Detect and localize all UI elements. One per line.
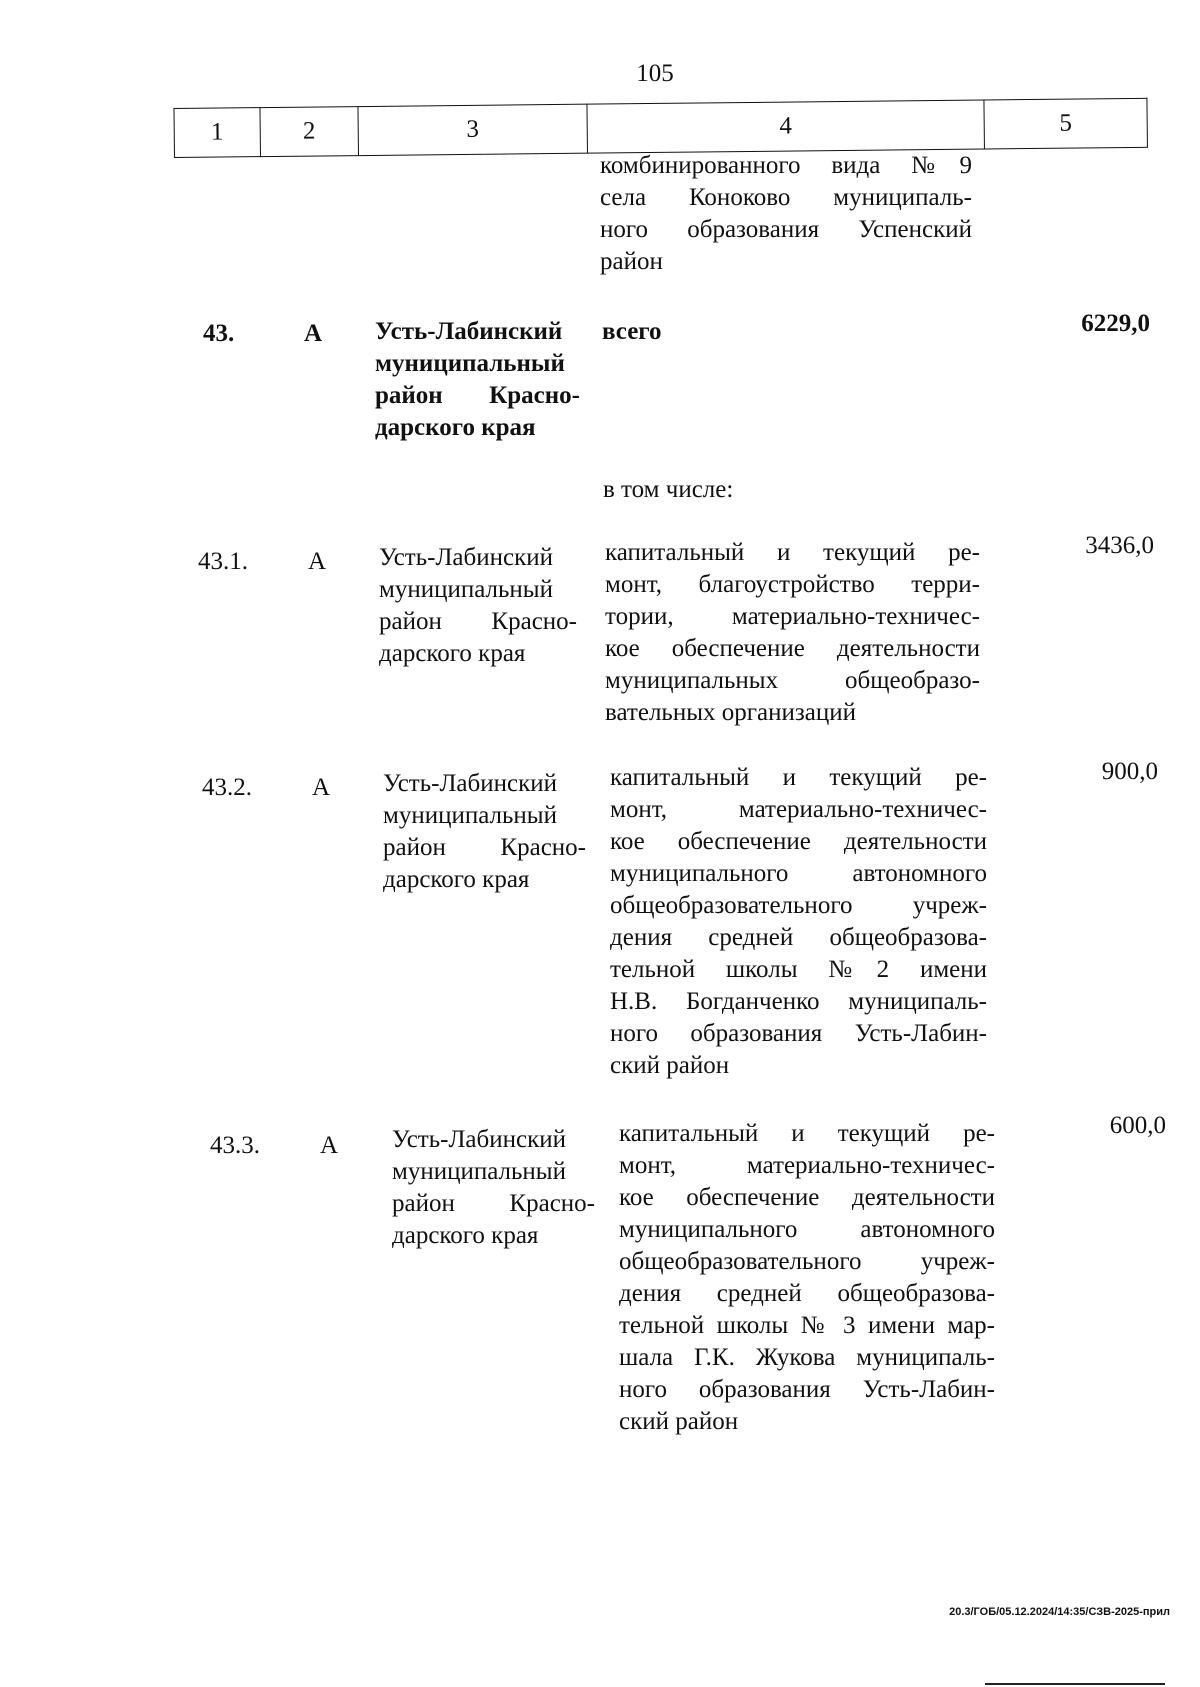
recipient-line: муниципальный (383, 802, 557, 829)
row-43-3-category: А (320, 1132, 339, 1159)
continuation-line: села Коноково муниципаль- (600, 184, 972, 211)
row-43-2-purpose (610, 762, 987, 1082)
header-col-5: 5 (984, 98, 1148, 149)
continuation-line: район (600, 248, 663, 275)
header-col-2: 2 (260, 107, 359, 157)
purpose-line: кое обеспечение деятельности (605, 635, 980, 662)
row-43-recipient (375, 316, 580, 444)
purpose-line: монт, материально-техничес- (610, 796, 987, 823)
continuation-line: ного образования Успенский (600, 216, 972, 243)
purpose-line: капитальный и текущий ре- (610, 764, 987, 791)
row-43-1-amount: 3436,0 (1085, 532, 1154, 559)
header-col-3: 3 (358, 104, 588, 155)
purpose-line: кое обеспечение деятельности (610, 828, 987, 855)
recipient-line: дарского края (383, 866, 530, 893)
purpose-line: капитальный и текущий ре- (605, 539, 980, 566)
purpose-line: кое обеспечение деятельности (619, 1184, 995, 1211)
purpose-line: муниципального автономного (610, 860, 987, 887)
continuation-line: комбинированного вида №9 (600, 152, 972, 179)
recipient-line: муниципальный (392, 1158, 566, 1185)
recipient-line: дарского края (379, 640, 526, 667)
purpose-line: муниципального автономного (619, 1216, 995, 1243)
row-43-2-recipient (383, 768, 586, 896)
scan-edge-line (985, 1683, 1165, 1685)
purpose-line: Н.В. Богданченко муниципаль- (610, 988, 987, 1015)
row-43-purpose: всего (602, 318, 662, 345)
recipient-line: Усть-Лабинский (383, 770, 557, 797)
purpose-line: ский район (610, 1052, 730, 1079)
row-43-3-amount: 600,0 (1109, 1112, 1166, 1139)
document-code: 20.3/ГОБ/05.12.2024/14:35/СЗВ-2025-прил (949, 1606, 1170, 1618)
subheading-including: в том числе: (603, 476, 734, 503)
purpose-line: вательных организаций (605, 699, 856, 726)
recipient-line: дарского края (392, 1222, 539, 1249)
recipient-line: район Красно- (375, 382, 580, 409)
row-43-category: А (304, 320, 323, 347)
continuation-text (600, 150, 972, 278)
row-43-1-category: А (308, 548, 327, 575)
row-43-1-recipient (379, 542, 577, 670)
row-43-2-number: 43.2. (202, 774, 252, 801)
purpose-line: ного образования Усть-Лабин- (610, 1020, 987, 1047)
header-col-4: 4 (587, 100, 984, 153)
recipient-line: Усть-Лабинский (375, 318, 563, 345)
recipient-line: муниципальный (375, 350, 565, 377)
purpose-line: муниципальных общеобразо- (605, 667, 980, 694)
row-43-1-purpose (605, 537, 980, 729)
purpose-line: тельной школы № 3 имени мар- (619, 1312, 995, 1339)
purpose-line: шала Г.К. Жукова муниципаль- (619, 1344, 995, 1371)
row-43-1-number: 43.1. (198, 548, 248, 575)
table-header (173, 98, 1147, 158)
purpose-line: монт, материально-техничес- (619, 1152, 995, 1179)
recipient-line: Усть-Лабинский (392, 1126, 566, 1153)
row-43-3-purpose (619, 1118, 995, 1438)
purpose-line: дения средней общеобразова- (610, 924, 987, 951)
purpose-line: ного образования Усть-Лабин- (619, 1376, 995, 1403)
purpose-line: тельной школы №2 имени (610, 956, 987, 983)
recipient-line: муниципальный (379, 576, 553, 603)
row-43-3-recipient (392, 1124, 595, 1252)
row-43-2-category: А (312, 774, 331, 801)
purpose-line: общеобразовательного учреж- (619, 1248, 995, 1275)
purpose-line: монт, благоустройство терри- (605, 571, 980, 598)
purpose-line: ский район (619, 1408, 739, 1435)
row-43-amount: 6229,0 (1081, 310, 1150, 337)
purpose-line: общеобразовательного учреж- (610, 892, 987, 919)
row-43-2-amount: 900,0 (1101, 758, 1158, 785)
page-number: 105 (636, 60, 674, 87)
recipient-line: дарского края (375, 414, 536, 441)
recipient-line: район Красно- (379, 608, 577, 635)
recipient-line: район Красно- (383, 834, 586, 861)
recipient-line: район Красно- (392, 1190, 595, 1217)
purpose-line: капитальный и текущий ре- (619, 1120, 995, 1147)
row-43-3-number: 43.3. (210, 1132, 260, 1159)
row-43-number: 43. (203, 320, 235, 347)
purpose-line: тории, материально-техничес- (605, 603, 980, 630)
recipient-line: Усть-Лабинский (379, 544, 553, 571)
purpose-line: дения средней общеобразова- (619, 1280, 995, 1307)
header-col-1: 1 (174, 108, 261, 158)
